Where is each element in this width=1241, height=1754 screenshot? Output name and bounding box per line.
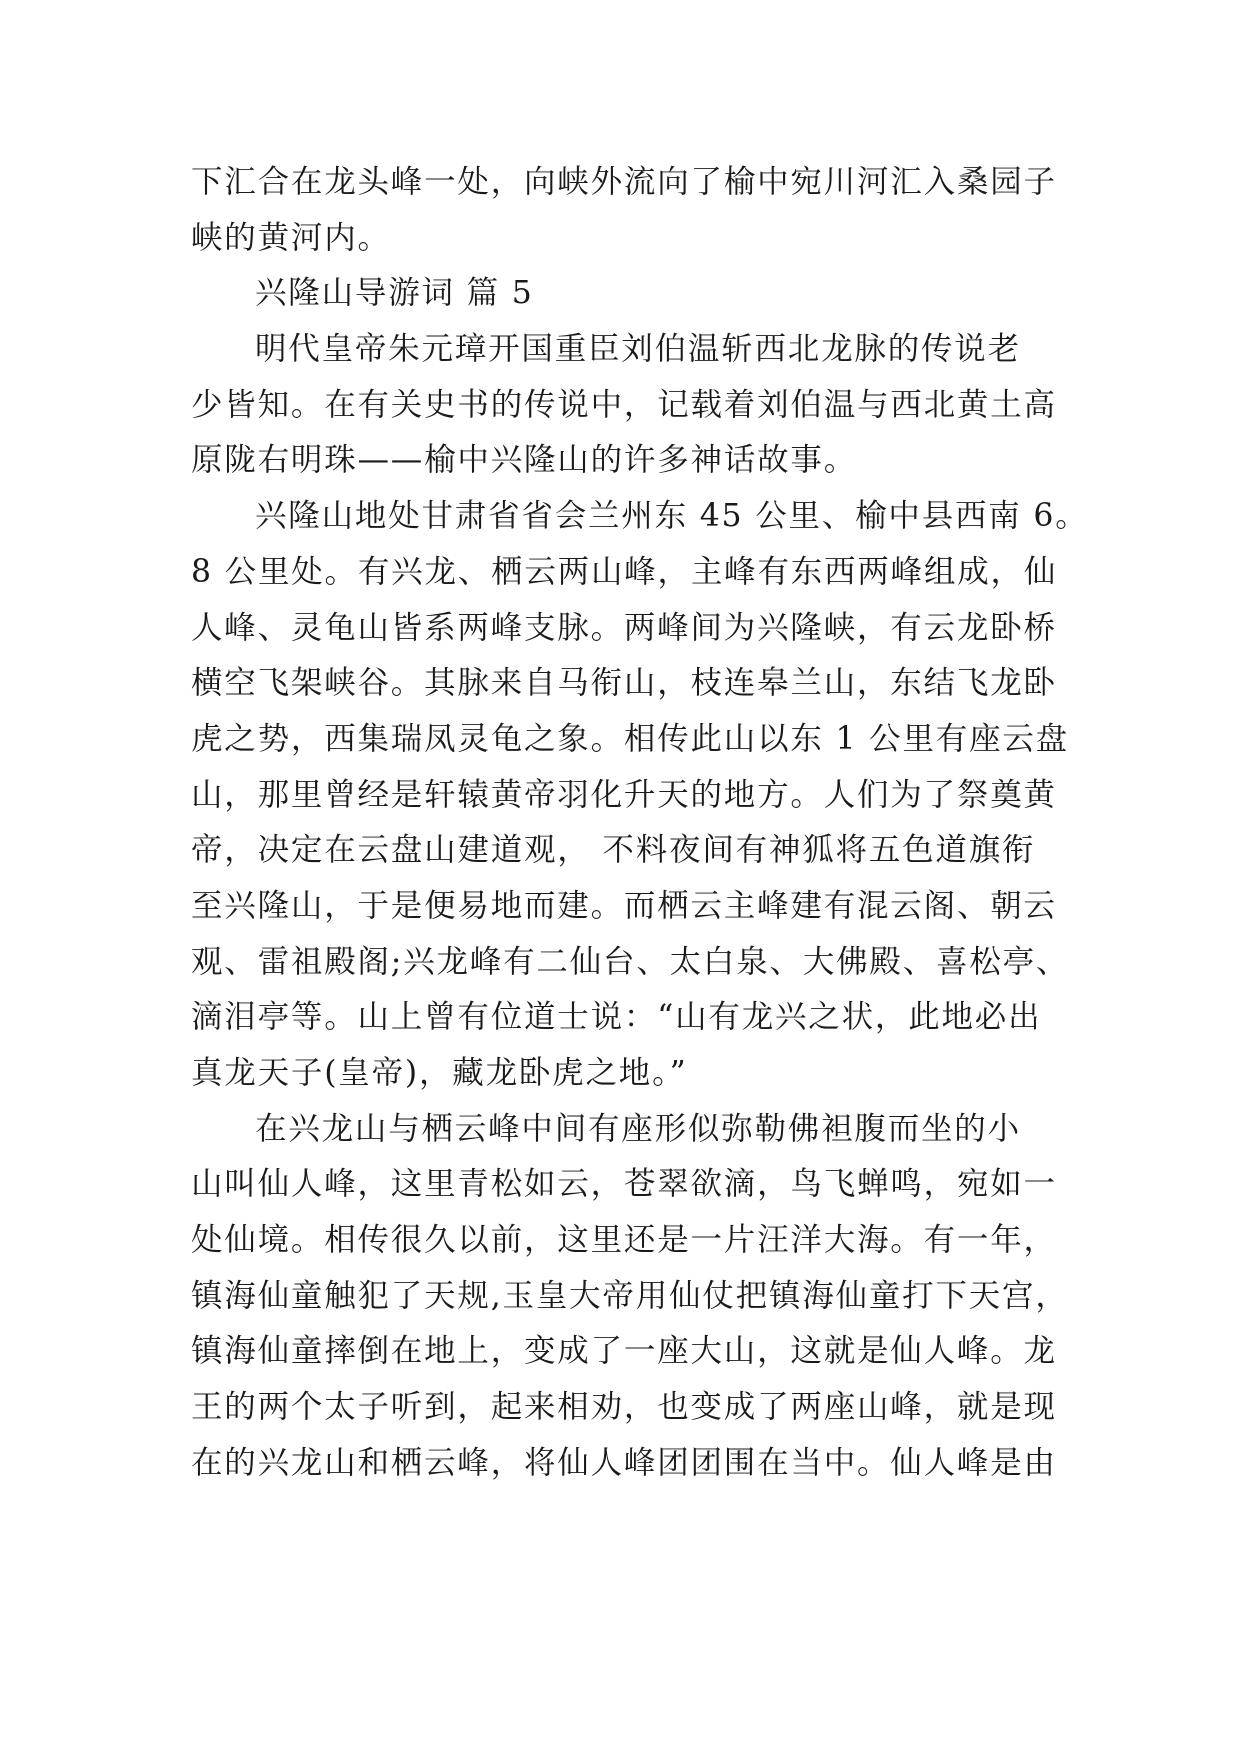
paragraph-first-line: 明代皇帝朱元璋开国重臣刘伯温斩西北龙脉的传说老	[255, 331, 1021, 368]
section-heading: 兴隆山导游词 篇 5	[255, 275, 534, 312]
text-line: 山叫仙人峰，这里青松如云，苍翠欲滴，鸟飞蝉鸣，宛如一	[191, 1166, 1057, 1203]
text-line: 镇海仙童摔倒在地上，变成了一座大山，这就是仙人峰。龙	[191, 1333, 1057, 1370]
text-line: 少皆知。在有关史书的传说中，记载着刘伯温与西北黄土高	[191, 386, 1057, 423]
text-line: 8 公里处。有兴龙、栖云两山峰，主峰有东西两峰组成，仙	[191, 553, 1058, 590]
text-line: 在的兴龙山和栖云峰，将仙人峰团团围在当中。仙人峰是由	[191, 1444, 1057, 1481]
text-line: 山，那里曾经是轩辕黄帝羽化升天的地方。人们为了祭奠黄	[191, 776, 1057, 813]
text-line: 王的两个太子听到，起来相劝，也变成了两座山峰，就是现	[191, 1389, 1057, 1426]
paragraph-first-line: 兴隆山地处甘肃省省会兰州东 45 公里、榆中县西南 6。	[255, 498, 1089, 535]
text-line: 至兴隆山，于是便易地而建。而栖云主峰建有混云阁、朝云	[191, 887, 1057, 924]
text-line: 人峰、灵龟山皆系两峰支脉。两峰间为兴隆峡，有云龙卧桥	[191, 609, 1057, 646]
text-line: 虎之势，西集瑞凤灵龟之象。相传此山以东 1 公里有座云盘	[191, 720, 1069, 757]
text-line: 下汇合在龙头峰一处，向峡外流向了榆中宛川河汇入桑园子	[191, 164, 1057, 200]
text-line: 原陇右明珠——榆中兴隆山的许多神话故事。	[191, 442, 858, 479]
text-line: 观、雷祖殿阁;兴龙峰有二仙台、太白泉、大佛殿、喜松亭、	[191, 943, 1070, 980]
text-line: 横空飞架峡谷。其脉来自马衔山，枝连皋兰山，东结飞龙卧	[191, 665, 1057, 702]
paragraph-first-line: 在兴龙山与栖云峰中间有座形似弥勒佛袒腹而坐的小	[255, 1110, 1021, 1147]
text-line: 滴泪亭等。山上曾有位道士说：“山有龙兴之状，此地必出	[191, 999, 1042, 1036]
text-line: 真龙天子(皇帝)，藏龙卧虎之地。”	[191, 1055, 688, 1091]
text-line: 峡的黄河内。	[191, 219, 391, 256]
text-line: 处仙境。相传很久以前，这里还是一片汪洋大海。有一年，	[191, 1222, 1057, 1259]
text-line: 镇海仙童触犯了天规,玉皇大帝用仙仗把镇海仙童打下天宫，	[191, 1277, 1069, 1314]
document-body	[191, 155, 1089, 1492]
text-line: 帝，决定在云盘山建道观， 不料夜间有神狐将五色道旗衔	[191, 832, 1036, 869]
